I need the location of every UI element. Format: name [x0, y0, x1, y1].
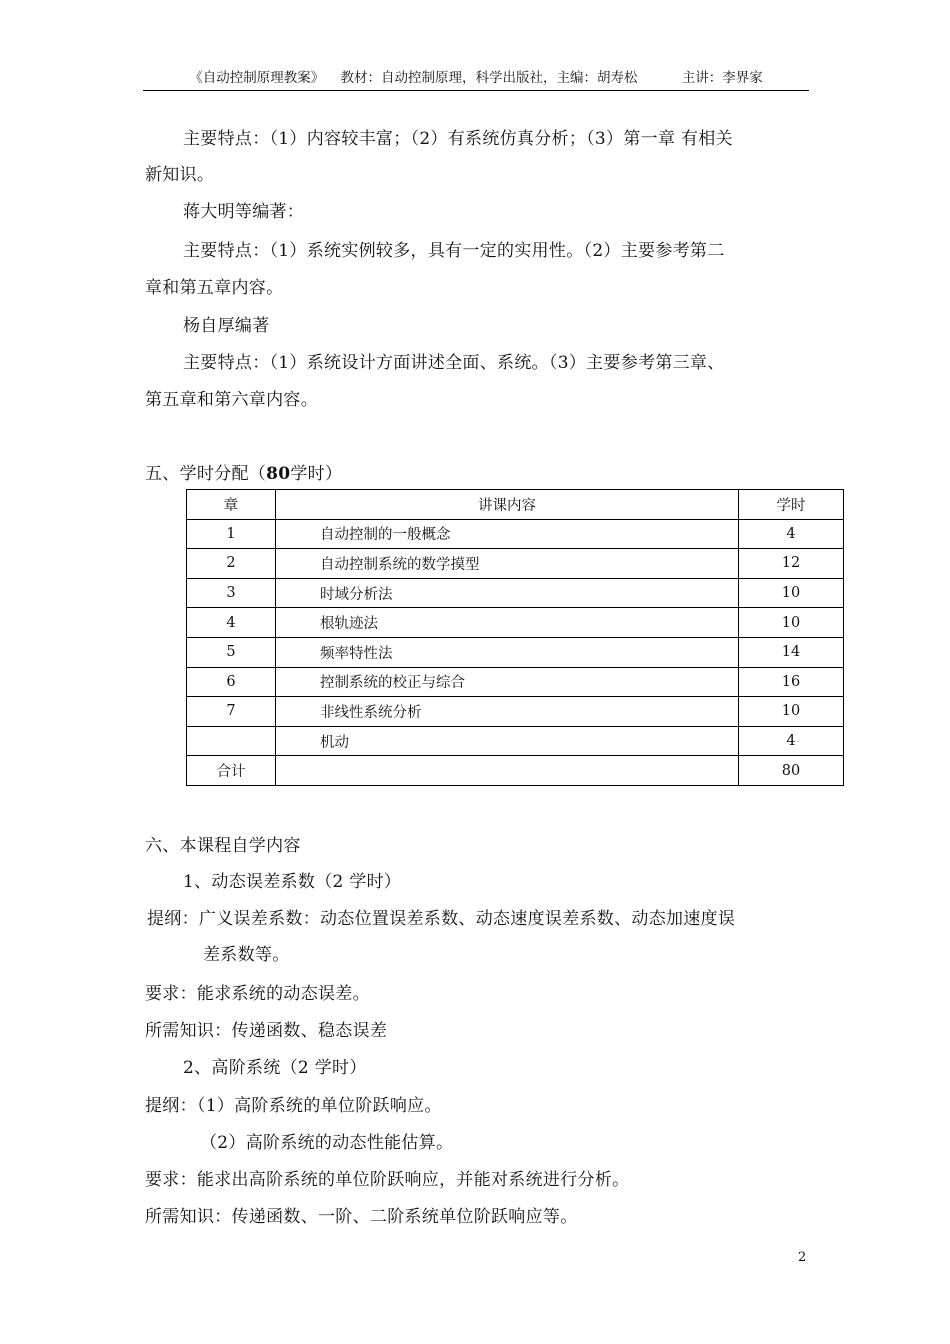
- cell-chapter: 4: [187, 608, 276, 638]
- item1-outline-line1: 提纲：广义误差系数：动态位置误差系数、动态速度误差系数、动态加速度误: [147, 909, 736, 929]
- table-header-row: [187, 490, 844, 520]
- header-book-title: 《自动控制原理教案》: [189, 70, 325, 86]
- cell-hours: 4: [739, 726, 844, 756]
- cell-chapter: 6: [187, 667, 276, 697]
- ref-line-7: 主要特点：（1）系统设计方面讲述全面、系统。（3）主要参考第三章、: [183, 353, 725, 373]
- cell-content: 控制系统的校正与综合: [276, 667, 739, 697]
- item1-outline-line2: 差系数等。: [203, 945, 290, 965]
- table-row: [187, 697, 844, 727]
- ref-line-6: 杨自厚编著: [183, 316, 270, 336]
- cell-hours: 14: [739, 637, 844, 667]
- table-row: [187, 608, 844, 638]
- ref-line-3: 蒋大明等编著：: [183, 202, 305, 222]
- cell-content: [276, 756, 739, 786]
- item2-title: 2、高阶系统（2 学时）: [183, 1058, 367, 1078]
- section5-title-suffix: 学时）: [290, 464, 343, 484]
- section5-title-prefix: 五、学时分配（: [145, 464, 267, 484]
- table-total-row: [187, 756, 844, 786]
- cell-chapter: 2: [187, 549, 276, 579]
- item2-outline-line2: （2）高阶系统的动态性能估算。: [200, 1133, 454, 1153]
- ref-line-1: 主要特点：（1）内容较丰富；（2）有系统仿真分析；（3）第一章 有相关: [183, 129, 733, 149]
- item1-requirement: 要求：能求系统的动态误差。: [145, 984, 370, 1004]
- header-textbook: 教材：自动控制原理，科学出版社，主编：胡寿松: [340, 70, 638, 86]
- item2-knowledge: 所需知识：传递函数、一阶、二阶系统单位阶跃响应等。: [145, 1207, 578, 1227]
- cell-chapter: 1: [187, 519, 276, 549]
- cell-hours: 16: [739, 667, 844, 697]
- section5-title: [145, 459, 342, 484]
- cell-chapter: 3: [187, 578, 276, 608]
- cell-chapter: [187, 726, 276, 756]
- cell-hours: 4: [739, 519, 844, 549]
- ref-line-4: 主要特点：（1）系统实例较多，具有一定的实用性。（2）主要参考第二: [183, 241, 725, 261]
- cell-content: 根轨迹法: [276, 608, 739, 638]
- col-header-chapter: 章: [187, 490, 276, 520]
- cell-content: 时域分析法: [276, 578, 739, 608]
- cell-content: 机动: [276, 726, 739, 756]
- table-row: [187, 578, 844, 608]
- cell-content: 自动控制系统的数学摸型: [276, 549, 739, 579]
- cell-content: 频率特性法: [276, 637, 739, 667]
- cell-content: 自动控制的一般概念: [276, 519, 739, 549]
- table-row: [187, 637, 844, 667]
- ref-line-8: 第五章和第六章内容。: [145, 390, 318, 410]
- cell-total-label: 合计: [187, 756, 276, 786]
- col-header-content: 讲课内容: [276, 490, 739, 520]
- cell-hours: 10: [739, 608, 844, 638]
- item1-title: 1、动态误差系数（2 学时）: [183, 872, 402, 892]
- cell-hours: 10: [739, 578, 844, 608]
- item2-requirement: 要求：能求出高阶系统的单位阶跃响应，并能对系统进行分析。: [145, 1170, 630, 1190]
- item1-knowledge: 所需知识：传递函数、稳态误差: [145, 1021, 388, 1041]
- table-row: [187, 549, 844, 579]
- header-lecturer: 主讲：李界家: [681, 70, 763, 86]
- cell-hours: 12: [739, 549, 844, 579]
- cell-content: 非线性系统分析: [276, 697, 739, 727]
- col-header-hours: 学时: [739, 490, 844, 520]
- table-row: [187, 667, 844, 697]
- ref-line-2: 新知识。: [145, 165, 215, 185]
- page-number: 2: [798, 1250, 807, 1265]
- section6-title: 六、本课程自学内容: [145, 836, 301, 856]
- table-row: [187, 519, 844, 549]
- cell-chapter: 5: [187, 637, 276, 667]
- ref-line-5: 章和第五章内容。: [145, 278, 284, 298]
- cell-total-hours: 80: [739, 756, 844, 786]
- hours-allocation-table: [186, 489, 844, 786]
- item2-outline-line1: 提纲：（1）高阶系统的单位阶跃响应。: [145, 1096, 442, 1116]
- table-row: [187, 726, 844, 756]
- section5-title-hours: 80: [266, 464, 291, 484]
- page-header: [143, 66, 809, 91]
- cell-hours: 10: [739, 697, 844, 727]
- cell-chapter: 7: [187, 697, 276, 727]
